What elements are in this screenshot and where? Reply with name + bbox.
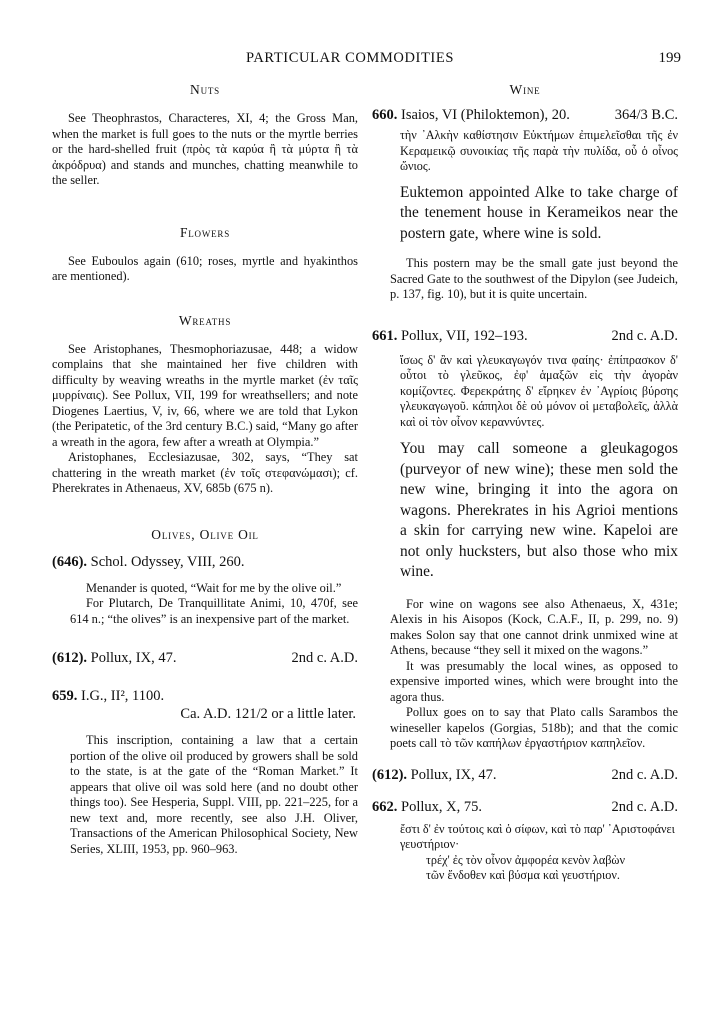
entry-660-greek: τὴν ᾿Αλκὴν καθίστησιν Εὐκτήμων ἐπιμελεῖσθαι τῆς ἐν Κεραμεικῷ συνοικίας τῆς παρὰ τὴν πυλίδα, οὗ ὁ οἶνος ὤνιος. [400,128,678,173]
entry-659-note: This inscription, containing a law that a certain portion of the olive oil produced by growers shall be sold to the state, is at the gate of the “Roman Market.” It appears that olive oil was sold here (and no doubt other things too). See Hesperia, Suppl. VIII, pp. 221–225, for a new text and, more recently, see also J.H. Oliver, Transactions of the American Philosophical Society, New Series, XLIII, 1953, pp. 960–963. [70,733,358,856]
entry-660 [372,106,678,124]
entry-661-note-3: Pollux goes on to say that Plato calls Sarambos the wineseller kapelos (Gorgias, 518b); and that the comic poets call τὸ τῶν καπήλων ἐργαστήριον καπηλεῖον. [390,705,678,750]
entry-646 [52,553,358,571]
entry-661-reference: Pollux, VII, 192–193. [401,327,528,344]
entry-612-left [52,649,358,667]
running-header [0,50,725,74]
nuts-paragraph: See Theophrastos, Characteres, XI, 4; the Gross Man, when the market is full goes to the nuts or the myrtle berries or the hard-shelled fruit (πρὸς τὰ καρύα ἢ τὰ μύρτα ἢ τὰ ἀκρόδρυα) and stands and munches, chatting meanwhile to the seller. [52,111,358,187]
left-column [52,80,358,857]
entry-646-number: (646). [52,553,88,570]
heading-nuts: Nuts [190,82,220,97]
entry-646-reference: Schol. Odyssey, VIII, 260. [90,553,245,570]
heading-wine: Wine [509,82,541,97]
wreaths-paragraph-1: See Aristophanes, Thesmophoriazusae, 448; a widow complains that she maintained her five children with difficulty by weaving wreaths in the myrtle market (ἐν ταῖς μυρρίναις). See Pollux, VII, 199 for wreathsellers; and note Diogenes Laertius, V, iv, 66, where we are told that Lykon (the Peripatetic, of the 3rd century B.C.) said, “Many go after a wreath in the agora, few after a wreath at Olympia.” [52,341,358,449]
page-number: 199 [658,50,681,66]
entry-662-date: 2nd c. A.D. [611,798,678,815]
entry-612-right-number: (612). [372,766,408,783]
entry-662-reference: Pollux, X, 75. [401,798,482,815]
entry-660-reference: Isaios, VI (Philoktemon), 20. [401,107,570,123]
entry-646-note-1: Menander is quoted, “Wait for me by the olive oil.” [86,580,342,595]
entry-612-right-date: 2nd c. A.D. [611,766,678,783]
entry-661-note-1: For wine on wagons see also Athenaeus, X, 431e; Alexis in his Aisopos (Kock, C.A.F., II, p. 299, no. 9) makes Solon say that one cannot drink unmixed wine at Athens, because “they sell it mixed on the wagons.” [390,596,678,657]
entry-612-left-number: (612). [52,650,88,666]
entry-662-greek-2: τρέχ' ἐς τὸν οἶνον ἀμφορέα κενὸν λαβὼν [426,852,625,867]
entry-661-number: 661. [372,327,398,344]
entry-660-note: This postern may be the small gate just beyond the Sacred Gate to the southwest of the Dipylon (see Judeich, p. 137, fig. 10), but it is quite uncertain. [390,256,678,301]
entry-659-reference: I.G., II², 1100. [81,688,165,704]
entry-659-date: Ca. A.D. 121/2 or a little later. [180,706,356,722]
entry-661-translation: You may call someone a gleukagogos (purveyor of new wine); these men sold the new wine, bringing it into the agora on wagons. Pherekrates in his Agrioi mentions a skin for carrying new wine. Kapeloi are not only hucksters, but also those who mix wine. [400,440,678,580]
entry-660-number: 660. [372,107,398,123]
entry-659 [52,687,358,705]
entry-662-number: 662. [372,798,398,815]
entry-612-right [372,766,678,784]
wreaths-paragraph-2: Aristophanes, Ecclesiazusae, 302, says, “They sat chattering in the wreath market (ἐν τοῖς στεφανώμασι); cf. Pherekrates in Athenaeus, XV, 685b (675 n). [52,450,358,495]
entry-661 [372,327,678,345]
entry-660-date: 364/3 B.C. [614,107,678,123]
entry-612-left-date: 2nd c. A.D. [291,650,358,666]
entry-662-greek-3: τῶν ἔνδοθεν καὶ βύσμα καὶ γευστήριον. [426,868,620,882]
running-title: PARTICULAR COMMODITIES [246,50,454,66]
entry-661-greek: ἴσως δ' ἂν καὶ γλευκαγωγόν τινα φαίης· ἐπίπρασκον δ' οὗτοι τὸ γλεῦκος, ἐφ' ἁμαξῶν εἰς τὴν ἀγορὰν κομίζοντες. Φερεκράτης δ' εἴρηκεν ἐν ᾿Αγρίοις βύρσης γλευκαγωγοῦ. κάπηλοι δὲ οὐ μόνον οἱ μεταβολεῖς, ἀλλὰ καὶ οἱ τὸν οἶνον κεραννύντες. [400,352,678,429]
entry-662 [372,798,678,816]
right-column [372,80,678,884]
entry-659-number: 659. [52,688,78,704]
entry-661-date: 2nd c. A.D. [611,327,678,344]
entry-661-note-2: It was presumably the local wines, as opposed to expensive imported wines, which were brought into the agora thus. [390,658,678,704]
entry-662-greek-1: ἔστι δ' ἐν τούτοις καὶ ὁ σίφων, καὶ τὸ παρ' ᾿Αριστοφάνει γευστήριον· [400,821,675,851]
flowers-paragraph: See Euboulos again (610; roses, myrtle and hyakinthos are mentioned). [52,253,358,283]
entry-612-right-reference: Pollux, IX, 47. [410,766,497,783]
heading-olives: Olives, Olive Oil [151,526,259,542]
heading-wreaths: Wreaths [178,312,232,328]
entry-660-translation: Euktemon appointed Alke to take charge of the tenement house in Kerameikos near the postern gate, where wine is sold. [400,183,678,242]
entry-646-note-2: For Plutarch, De Tranquillitate Animi, 10, 470f, see 614 n.; “the olives” is an inexpensive part of the market. [70,596,358,626]
heading-flowers: Flowers [179,224,231,240]
entry-612-left-reference: Pollux, IX, 47. [90,650,177,666]
